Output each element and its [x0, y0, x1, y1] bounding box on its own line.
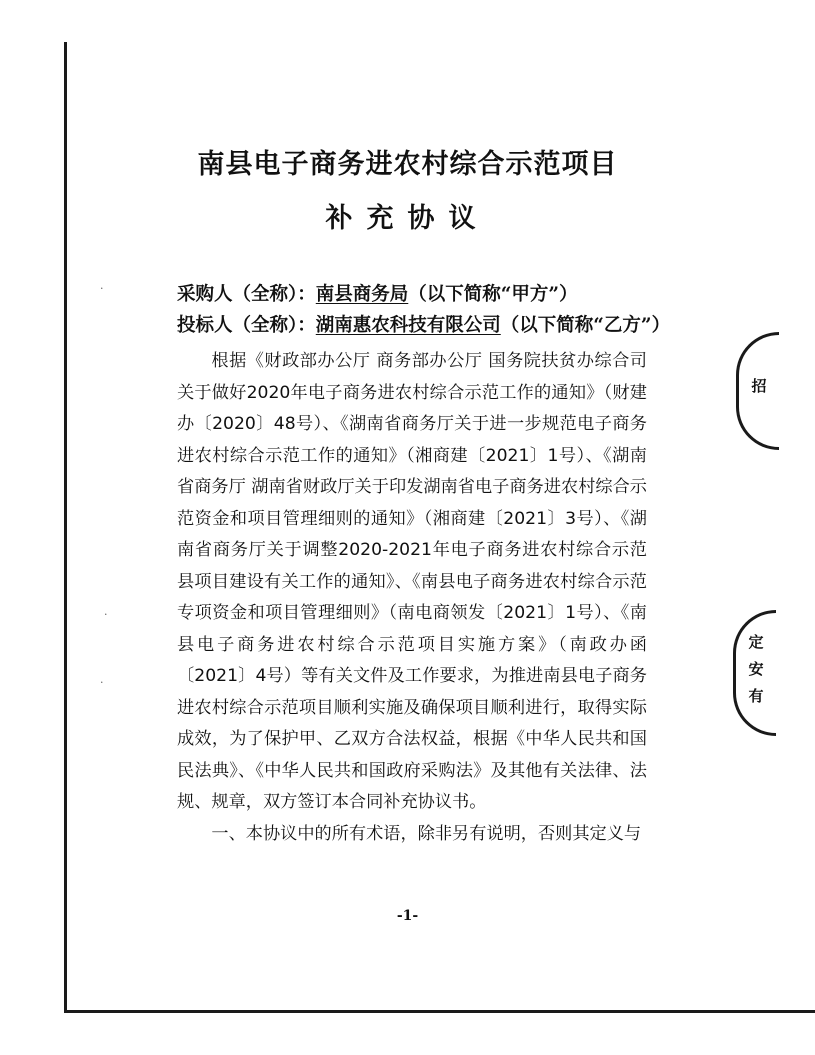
paragraph-clause-1: 一、本协议中的所有术语，除非另有说明，否则其定义与 [211, 823, 642, 844]
seal-text: 招 [751, 377, 767, 395]
seal-text-bottom: 有 [748, 687, 764, 705]
page-bottom-edge [64, 1010, 815, 1013]
paragraph-basis: 根据《财政部办公厅 商务部办公厅 国务院扶贫办综合司关于做好2020年电子商务进农村综合示范工作的通知》（财建办〔2020〕48号）、《湖南省商务厅关于进一步规范电子商务进农村综合示范工作的通知》（湘商建〔2021〕1号）、《湖南省商务厅 湖南省财政厅关于印发湖南省电子商务进农村综合示范资金和项目管理细则的通知》（湘商建〔2021〕3号）、《湖南省商务厅关于调整2020-2021年电子商务进农村综合示范县项目建设有关工作的通知》、《南县电子商务进农村综合示范专项资金和项目管理细则》（南电商领发〔2021〕1号）、《南县电子商务进农村综合示范项目实施方案》（南政办函〔2021〕4号）等有关文件及工作要求，为推进南县电子商务进农村综合示范项目顺利实施及确保项目顺利进行，取得实际成效，为了保护甲、乙双方合法权益，根据《中华人民共和国民法典》、《中华人民共和国政府采购法》及其他有关法律、法规、规章，双方签订本合同补充协议书。 [177, 351, 647, 812]
page-number: -1- [396, 908, 419, 924]
page-left-edge [64, 42, 67, 1012]
seal-stamp-partial-top [736, 332, 779, 450]
scan-speck: · [104, 608, 108, 621]
purchaser-name: 南县商务局 [315, 284, 409, 305]
purchaser-label: 采购人（全称）： [177, 284, 316, 305]
seal-text-top: 定 [748, 633, 764, 651]
bidder-line [177, 311, 670, 337]
seal-stamp-partial-bottom [733, 610, 776, 736]
bidder-name: 湖南惠农科技有限公司 [315, 315, 501, 336]
bidder-suffix: （以下简称“乙方”） [500, 315, 671, 336]
bidder-label: 投标人（全称）： [177, 315, 316, 336]
agreement-body [177, 346, 647, 850]
purchaser-line [177, 280, 578, 306]
document-title: 南县电子商务进农村综合示范项目 [197, 149, 618, 180]
document-subtitle: 补充协议 [325, 203, 490, 234]
purchaser-suffix: （以下简称“甲方”） [408, 284, 578, 305]
seal-text-middle: 安 [748, 660, 764, 678]
scan-speck: · [100, 676, 104, 689]
scan-speck: · [100, 282, 104, 295]
